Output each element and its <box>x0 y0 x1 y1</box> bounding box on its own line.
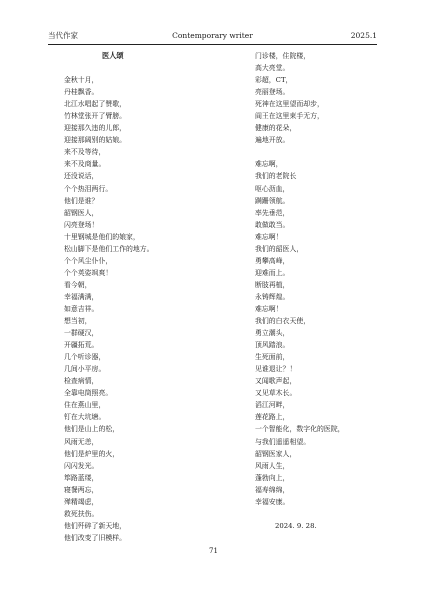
poem-column-right <box>255 50 395 532</box>
poem-line: 几间小平房。 <box>64 365 106 374</box>
poem-line: 寝餐两忘， <box>64 485 99 494</box>
poem-line: 十里钢城是他们的娘家， <box>64 232 140 241</box>
poem-line: 我们的白衣天使， <box>255 317 311 326</box>
poem-line: 韶钢医人， <box>64 208 99 217</box>
poem-line: 难忘啊！ <box>255 232 283 241</box>
poem-line: 住在燕山里， <box>64 401 106 410</box>
page-number: 71 <box>209 547 218 555</box>
poem-line: 一个智能化，数字化的医院， <box>255 425 345 434</box>
poem-line: 见谁退让？！ <box>255 365 297 374</box>
poem-line: 敢做敢当。 <box>255 220 290 229</box>
poem-line: 想当初， <box>64 317 92 326</box>
header-rule <box>48 44 377 45</box>
issue-number: 2025.1 <box>350 31 377 40</box>
poem-line: 救死扶伤。 <box>64 509 99 518</box>
poem-line: 闪亮登场！ <box>64 220 99 229</box>
poem-line: 如意吉祥。 <box>64 304 99 313</box>
page-header <box>48 30 377 44</box>
poem-line: 迎接那久违的儿郎， <box>64 124 127 133</box>
poem-line: 北江水唱起了赞歌， <box>64 100 127 109</box>
poem-line: 我们的老院长 <box>255 172 297 181</box>
poem-title: 医人颂 <box>102 51 124 60</box>
poem-line: 迎接那阔别的姑娘。 <box>64 136 127 145</box>
poem-line: 幸福满满， <box>64 292 99 301</box>
poem-line: 来不及商量。 <box>64 160 106 169</box>
poem-line: 迎难而上。 <box>255 268 290 277</box>
stanza-gap <box>64 62 224 74</box>
poem-line: 幸福安康。 <box>255 497 290 506</box>
poem-line: 金秋十月， <box>64 76 99 85</box>
poem-line: 个个风尘仆仆， <box>64 256 113 265</box>
poem-line: 个个热泪两行。 <box>64 184 113 193</box>
poem-line: 率先垂范， <box>255 208 290 217</box>
journal-name-cn: 当代作家 <box>48 31 78 40</box>
poem-line: 高大亮堂。 <box>255 64 290 73</box>
poem-line: 难忘啊， <box>255 160 283 169</box>
poem-line: 又闻歌声起， <box>255 377 297 386</box>
poem-line: 风雨人生， <box>255 461 290 470</box>
poem-line: 钉在大坑塘。 <box>64 413 106 422</box>
poem-line: 难忘啊！ <box>255 304 283 313</box>
poem-line: 蓬勃向上， <box>255 473 290 482</box>
poem-line: 个个英姿飒爽！ <box>64 268 113 277</box>
poem-line: 永铸辉煌。 <box>255 292 290 301</box>
poem-line: 来不及等待， <box>64 148 106 157</box>
poem-line: 丹桂飘香。 <box>64 88 99 97</box>
poem-line: 蹒跚领航。 <box>255 196 290 205</box>
poem-line: 殚精竭虑， <box>64 497 99 506</box>
poem-line: 全靠电筒照亮。 <box>64 389 113 398</box>
poem-line: 门诊楼，住院楼， <box>255 52 311 60</box>
poem-line: 他们改变了旧模样。 <box>64 533 127 542</box>
poem-line: 与我们遥遥相望。 <box>255 437 311 446</box>
poem-line: 又见草木长。 <box>255 389 297 398</box>
poem-line: 亮丽登场。 <box>255 88 290 97</box>
poem-line: 检查病情， <box>64 377 99 386</box>
poem-line: 呕心沥血， <box>255 184 290 193</box>
poem-line: 开疆拓荒。 <box>64 341 99 350</box>
poem-line: 健康的花朵， <box>255 124 297 133</box>
poem-line: 闪闪发光。 <box>64 461 99 470</box>
poem-line: 断肢再植， <box>255 280 290 289</box>
poem-line: 他们是山上的松， <box>64 425 120 434</box>
poem-line: 一群硬汉， <box>64 329 99 338</box>
stanza-gap <box>255 146 395 158</box>
journal-name-en: Contemporary writer <box>172 31 253 40</box>
poem-line: 死神在这里望而却步， <box>255 100 324 109</box>
poem-line: 看今朝， <box>64 280 92 289</box>
poem-line: 彩超，CT， <box>255 76 293 85</box>
poem-line: 松山脚下是他们工作的地方。 <box>64 244 154 253</box>
stanza-gap <box>255 508 395 520</box>
poem-date: 2024. 9. 28. <box>275 521 317 530</box>
poem-line: 他们是炉里的火， <box>64 449 120 458</box>
poem-line: 勇立潮头， <box>255 329 290 338</box>
poem-line: 莲花路上， <box>255 413 290 422</box>
poem-line: 还没说话， <box>64 172 99 181</box>
poem-line: 顶风踏浪。 <box>255 341 290 350</box>
poem-line: 遍地开放。 <box>255 136 290 145</box>
poem-line: 几个听诊器， <box>64 353 106 362</box>
poem-line: 竹林堂张开了臂膀。 <box>64 112 127 121</box>
poem-line: 福寿绵绵， <box>255 485 290 494</box>
poem-line: 韶钢医家人， <box>255 449 297 458</box>
poem-line: 勇攀高峰， <box>255 256 290 265</box>
poem-line: 我们的韶医人， <box>255 244 304 253</box>
poem-line: 他们歼碎了新天地， <box>64 521 127 530</box>
poem-line: 滔江河畔， <box>255 401 290 410</box>
poem-line: 生死面前， <box>255 353 290 362</box>
poem-line: 风雨无恙， <box>64 437 99 446</box>
poem-column-left <box>64 50 224 544</box>
poem-line: 筚路蓝缕， <box>64 473 99 482</box>
poem-line: 阎王在这里束手无方， <box>255 112 324 121</box>
poem-line: 他们是谁？ <box>64 196 99 205</box>
